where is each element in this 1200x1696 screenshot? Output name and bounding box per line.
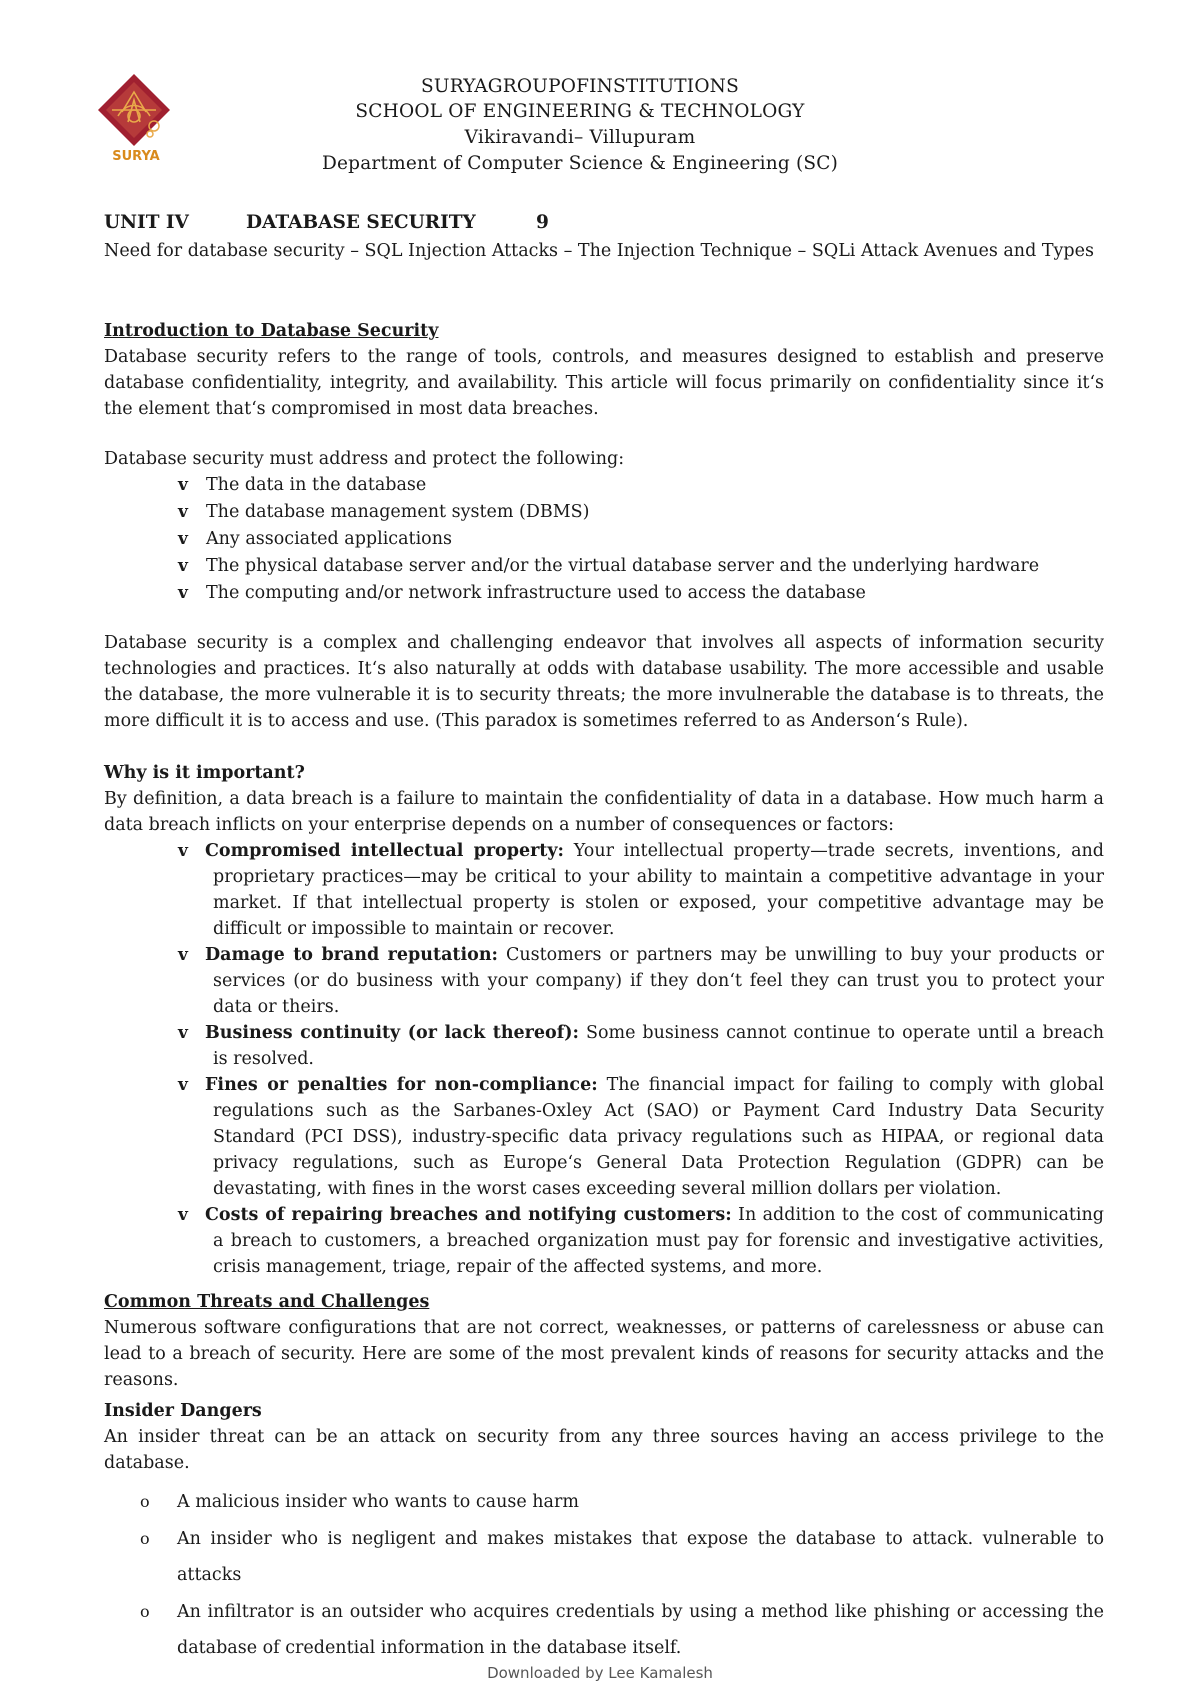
insider-paragraph: An insider threat can be an attack on security from any three sources having an access privilege to the database. [104,1427,1104,1473]
unit-number: UNIT IV [104,212,189,233]
unit-topics: Need for database security – SQL Injection Attacks – The Injection Technique – SQLi Attack Avenues and Types [104,241,1094,261]
list-item: v Business continuity (or lack thereof): Some business cannot continue to operate until a breach is resolved. [104,1020,1104,1072]
location: Vikiravandi– Villupuram [464,127,696,148]
list-item: v Damage to brand reputation: Customers or partners may be unwilling to buy your products or services (or do business with your company) if they don‘t feel they can trust you to protect your data or theirs. [104,942,1104,1020]
circle-bullet: o [140,1529,150,1548]
protect-intro: Database security must address and protect the following: [104,449,625,469]
unit-hours: 9 [536,212,549,233]
bullet-marker: v [178,556,188,576]
bullet-marker: v [178,841,188,861]
list-item: o A malicious insider who wants to cause harm [104,1484,1104,1520]
bullet-marker: v [178,583,188,603]
list-item: v Costs of repairing breaches and notifying customers: In addition to the cost of communicating a breach to customers, a breached organization must pay for forensic and investigative activities, crisis management, triage, repair of the affected systems, and more. [104,1202,1104,1280]
threats-section [104,1289,1104,1667]
bullet-marker: v [178,945,188,965]
insider-heading: Insider Dangers [104,1401,262,1421]
school-name: SCHOOL OF ENGINEERING & TECHNOLOGY [355,101,805,122]
department-name: Department of Computer Science & Engineering (SC) [321,153,839,174]
unit-heading [104,212,549,233]
list-item: v The data in the database [104,472,1104,499]
list-item: v Compromised intellectual property: Your intellectual property—trade secrets, inventions, and proprietary practices—may be critical to your ability to maintain a competitive advantage in your market. If that intellectual property is stolen or exposed, your competitive advantage may be difficult or impossible to maintain or recover. [104,838,1104,942]
surya-logo [98,72,178,164]
threats-paragraph: Numerous software configurations that are not correct, weaknesses, or patterns of carelessness or abuse can lead to a breach of security. Here are some of the most prevalent kinds of reasons for security attacks and the reasons. [104,1318,1104,1390]
threats-heading: Common Threats and Challenges [104,1292,430,1312]
list-item: v The database management system (DBMS) [104,499,1104,526]
importance-section [104,760,1104,1280]
list-item: v The computing and/or network infrastructure used to access the database [104,580,1104,607]
circle-bullet: o [140,1492,150,1511]
intro-section [104,318,1104,422]
complexity-paragraph: Database security is a complex and challenging endeavor that involves all aspects of information security technologies and practices. It‘s also naturally at odds with database usability. The more accessible and usable the database, the more vulnerable it is to security threats; the more invulnerable the database is to threats, the more difficult it is to access and use. (This paradox is sometimes referred to as Anderson‘s Rule). [104,633,1104,731]
importance-heading: Why is it important? [104,763,305,783]
bullet-marker: v [178,475,188,495]
intro-heading: Introduction to Database Security [104,321,439,341]
protect-section [104,446,1104,607]
svg-text:SURYA: SURYA [112,149,160,164]
list-item: v Fines or penalties for non-compliance: The financial impact for failing to comply with global regulations such as the Sarbanes-Oxley Act (SAO) or Payment Card Industry Data Security Standard (PCI DSS), industry-specific data privacy regulations such as HIPAA, or regional data privacy regulations, such as Europe‘s General Data Protection Regulation (GDPR) can be devastating, with fines in the worst cases exceeding several million dollars per violation. [104,1072,1104,1202]
list-item: o An infiltrator is an outsider who acquires credentials by using a method like phishing or accessing the database of credential information in the database itself. [104,1594,1104,1666]
list-item: v The physical database server and/or the virtual database server and the underlying hardware [104,553,1104,580]
intro-paragraph: Database security refers to the range of tools, controls, and measures designed to establish and preserve database confidentiality, integrity, and availability. This article will focus primarily on confidentiality since it‘s the element that‘s compromised in most data breaches. [104,347,1104,419]
insider-list [104,1484,1104,1666]
unit-title: DATABASE SECURITY [246,212,476,233]
importance-paragraph: By definition, a data breach is a failure to maintain the confidentiality of data in a database. How much harm a data breach inflicts on your enterprise depends on a number of consequences or factors: [104,789,1104,835]
bullet-marker: v [178,529,188,549]
bullet-marker: v [178,1023,188,1043]
bullet-marker: v [178,1075,188,1095]
list-item: v Any associated applications [104,526,1104,553]
importance-list [104,838,1104,1280]
protect-list [104,472,1104,607]
bullet-marker: v [178,502,188,522]
circle-bullet: o [140,1602,150,1621]
bullet-marker: v [178,1205,188,1225]
institution-name: SURYAGROUPOFINSTITUTIONS [421,76,739,97]
download-footer: Downloaded by Lee Kamalesh [487,1664,713,1682]
list-item: o An insider who is negligent and makes mistakes that expose the database to attack. vulnerable to attacks [104,1521,1104,1593]
